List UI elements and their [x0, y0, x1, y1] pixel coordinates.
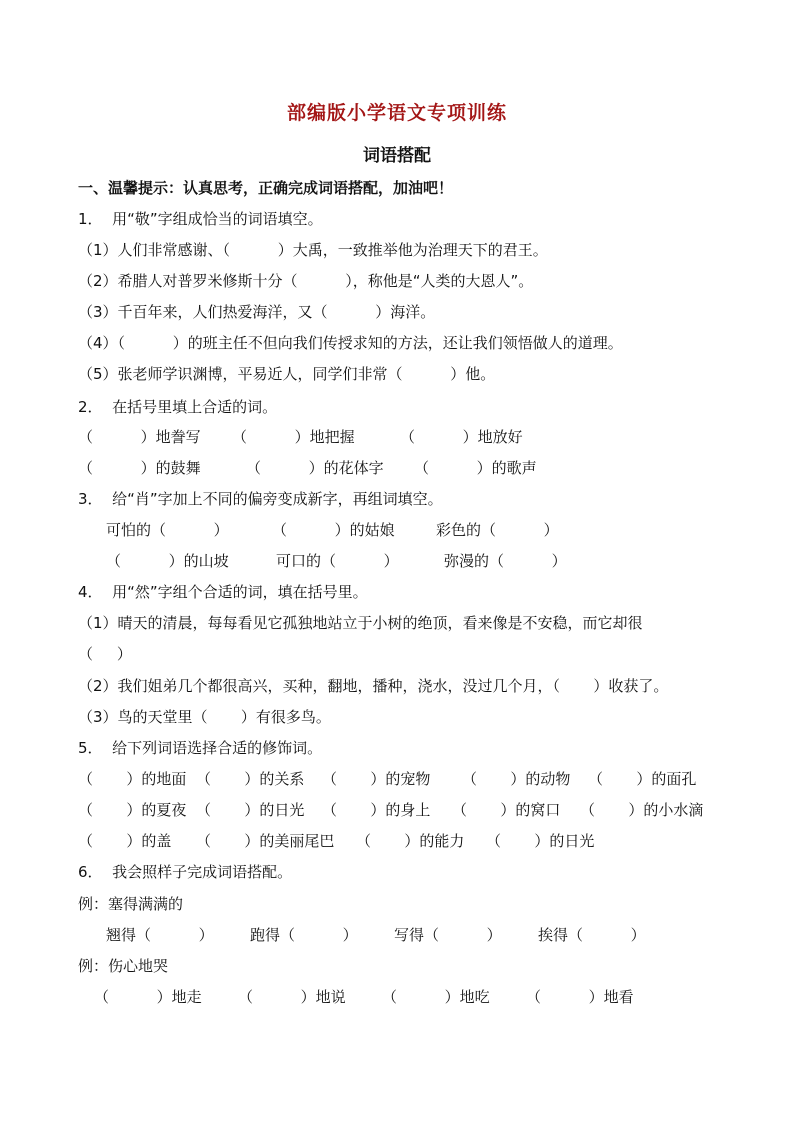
- q6-example-1: 例：塞得满满的: [78, 895, 184, 913]
- q2-blank: （ ）的鼓舞: [78, 459, 201, 477]
- q2-blank: （ ）的歌声: [414, 459, 537, 477]
- q3-heading: 3． 给“肖”字加上不同的偏旁变成新字，再组词填空。: [78, 490, 443, 508]
- q5-blank: （ ）的宠物: [322, 770, 431, 788]
- q1-item-3: （3）千百年来，人们热爱海洋，又（ ）海洋。: [78, 303, 436, 321]
- q5-blank: （ ）的面孔: [588, 770, 697, 788]
- q6-blank: 挨得（ ）: [538, 926, 646, 944]
- q6-blank: （ ）地看: [526, 988, 634, 1006]
- q6-blank: （ ）地说: [238, 988, 346, 1006]
- q5-blank: （ ）的动物: [462, 770, 571, 788]
- q5-blank: （ ）的夏夜: [78, 801, 187, 819]
- q6-blank: 跑得（ ）: [250, 926, 358, 944]
- q2-blank: （ ）的花体字: [246, 459, 384, 477]
- q2-blank: （ ）地誊写: [78, 428, 201, 446]
- q5-blank: （ ）的小水滴: [580, 801, 704, 819]
- q5-heading: 5． 给下列词语选择合适的修饰词。: [78, 739, 323, 757]
- q4-item-1: （1）晴天的清晨，每每看见它孤独地站立于小树的绝顶，看来像是不安稳，而它却很: [78, 614, 643, 632]
- q5-blank: （ ）的美丽尾巴: [196, 832, 335, 850]
- q3-blank: （ ）的姑娘: [272, 521, 395, 539]
- q2-heading: 2． 在括号里填上合适的词。: [78, 398, 278, 416]
- q2-blank: （ ）地放好: [400, 428, 523, 446]
- q1-item-5: （5）张老师学识渊博，平易近人，同学们非常（ ）他。: [78, 365, 496, 383]
- q6-example-2: 例：伤心地哭: [78, 957, 169, 975]
- q3-blank: 弥漫的（ ）: [444, 552, 567, 570]
- q1-heading: 1． 用“敬”字组成恰当的词语填空。: [78, 210, 323, 228]
- q6-heading: 6． 我会照样子完成词语搭配。: [78, 863, 293, 881]
- q6-blank: 写得（ ）: [394, 926, 502, 944]
- q5-blank: （ ）的身上: [322, 801, 431, 819]
- q5-blank: （ ）的日光: [486, 832, 595, 850]
- q1-item-4: （4）（ ）的班主任不但向我们传授求知的方法，还让我们领悟做人的道理。: [78, 334, 623, 352]
- q3-blank: 彩色的（ ）: [436, 521, 559, 539]
- q5-blank: （ ）的关系: [196, 770, 305, 788]
- intro-tip: 一、温馨提示：认真思考，正确完成词语搭配，加油吧！: [78, 179, 454, 197]
- document-title: 部编版小学语文专项训练: [286, 102, 507, 124]
- q5-blank: （ ）的能力: [356, 832, 465, 850]
- q3-blank: 可口的（ ）: [276, 552, 399, 570]
- q3-blank: 可怕的（ ）: [106, 521, 229, 539]
- q4-item-3: （3）鸟的天堂里（ ）有很多鸟。: [78, 708, 331, 726]
- q3-blank: （ ）的山坡: [106, 552, 229, 570]
- q5-blank: （ ）的窝口: [452, 801, 561, 819]
- document-subtitle: 词语搭配: [363, 146, 431, 166]
- q5-blank: （ ）的地面: [78, 770, 187, 788]
- q6-blank: （ ）地吃: [382, 988, 490, 1006]
- q1-item-2: （2）希腊人对普罗米修斯十分（ ），称他是“人类的大恩人”。: [78, 272, 534, 290]
- q4-item-1-cont: （ ）: [78, 645, 132, 663]
- q6-blank: 翘得（ ）: [106, 926, 214, 944]
- q4-heading: 4． 用“然”字组个合适的词，填在括号里。: [78, 583, 368, 601]
- q5-blank: （ ）的日光: [196, 801, 305, 819]
- q6-blank: （ ）地走: [94, 988, 202, 1006]
- q4-item-2: （2）我们姐弟几个都很高兴，买种，翻地，播种，浇水，没过几个月，（ ）收获了。: [78, 677, 669, 695]
- q2-blank: （ ）地把握: [232, 428, 355, 446]
- q1-item-1: （1）人们非常感谢、（ ）大禹，一致推举他为治理天下的君王。: [78, 241, 548, 259]
- q5-blank: （ ）的盖: [78, 832, 172, 850]
